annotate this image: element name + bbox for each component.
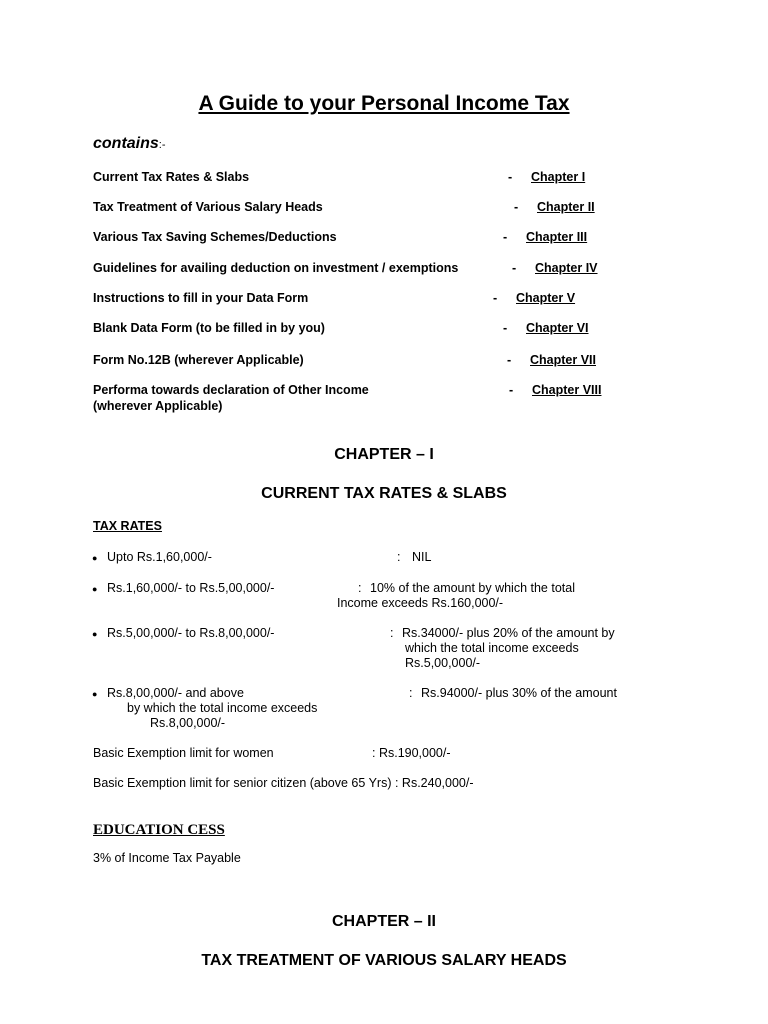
- slab-colon: :: [397, 550, 401, 564]
- toc-item-dash: -: [508, 170, 513, 184]
- slab-range: Rs.8,00,000/- and above: [107, 686, 244, 700]
- toc-item-label: Blank Data Form (to be filled in by you): [93, 321, 325, 335]
- bullet-icon: ●: [92, 629, 98, 639]
- senior-exemption-text: Basic Exemption limit for senior citizen (above 65 Yrs) : Rs.240,000/-: [93, 776, 474, 790]
- slab-rate: Rs.34000/- plus 20% of the amount by: [402, 626, 615, 640]
- bullet-icon: ●: [92, 584, 98, 594]
- slab-colon: :: [390, 626, 394, 640]
- chapter-2-heading: CHAPTER – II: [331, 913, 436, 930]
- toc-chapter-link[interactable]: Chapter I: [531, 170, 586, 184]
- toc-item-dash: -: [507, 353, 512, 367]
- contains-word: contains: [93, 135, 159, 152]
- women-exemption-label: Basic Exemption limit for women: [93, 746, 274, 760]
- slab-colon: :: [358, 581, 362, 595]
- toc-item-dash: -: [493, 291, 498, 305]
- toc-chapter-link[interactable]: Chapter VI: [526, 321, 589, 335]
- slab-rate: 10% of the amount by which the total: [370, 581, 575, 595]
- toc-item-label: Current Tax Rates & Slabs: [93, 170, 250, 184]
- toc-item-label: Guidelines for availing deduction on investment / exemptions: [93, 261, 459, 275]
- toc-chapter-link[interactable]: Chapter II: [537, 200, 595, 214]
- toc-item-label: Various Tax Saving Schemes/Deductions: [93, 230, 337, 244]
- toc-item-label: Form No.12B (wherever Applicable): [93, 353, 304, 367]
- slab-rate: Rs.94000/- plus 30% of the amount: [421, 686, 617, 700]
- toc-item-label: Tax Treatment of Various Salary Heads: [93, 200, 323, 214]
- slab-range: Upto Rs.1,60,000/-: [107, 550, 212, 564]
- toc-item-dash: -: [503, 230, 508, 244]
- slab-rate-line3: Rs.8,00,000/-: [150, 716, 226, 730]
- slab-rate: NIL: [412, 550, 432, 564]
- education-cess-text: 3% of Income Tax Payable: [93, 851, 241, 865]
- tax-rates-heading: TAX RATES: [93, 519, 162, 533]
- toc-item-dash: -: [509, 383, 514, 397]
- slab-colon: :: [409, 686, 413, 700]
- toc-chapter-link[interactable]: Chapter VIII: [532, 383, 602, 397]
- chapter-2-subheading: TAX TREATMENT OF VARIOUS SALARY HEADS: [201, 952, 567, 969]
- toc-chapter-link[interactable]: Chapter IV: [535, 261, 598, 275]
- slab-rate-line3: Rs.5,00,000/-: [405, 656, 481, 670]
- toc-item-label: Performa towards declaration of Other Income: [93, 383, 369, 397]
- slab-range: Rs.1,60,000/- to Rs.5,00,000/-: [107, 581, 275, 595]
- toc-item-dash: -: [514, 200, 519, 214]
- chapter-1-heading: CHAPTER – I: [334, 446, 434, 463]
- contains-label: [93, 135, 166, 153]
- toc-item-dash: -: [503, 321, 508, 335]
- slab-rate-line2: Income exceeds Rs.160,000/-: [337, 596, 504, 610]
- bullet-icon: ●: [92, 553, 98, 563]
- toc-item-label-line2: (wherever Applicable): [93, 399, 223, 413]
- women-exemption-value: : Rs.190,000/-: [372, 746, 451, 760]
- toc-chapter-link[interactable]: Chapter III: [526, 230, 588, 244]
- chapter-1-subheading: CURRENT TAX RATES & SLABS: [261, 485, 507, 502]
- toc-chapter-link[interactable]: Chapter VII: [530, 353, 596, 367]
- toc-item-dash: -: [512, 261, 517, 275]
- document-title: A Guide to your Personal Income Tax: [198, 92, 570, 115]
- contains-suffix: :-: [158, 139, 166, 151]
- education-cess-heading: EDUCATION CESS: [93, 822, 225, 838]
- toc-chapter-link[interactable]: Chapter V: [516, 291, 576, 305]
- toc-item-label: Instructions to fill in your Data Form: [93, 291, 309, 305]
- bullet-icon: ●: [92, 689, 98, 699]
- slab-rate-line2: by which the total income exceeds: [127, 701, 318, 715]
- slab-range: Rs.5,00,000/- to Rs.8,00,000/-: [107, 626, 275, 640]
- slab-rate-line2: which the total income exceeds: [405, 641, 579, 655]
